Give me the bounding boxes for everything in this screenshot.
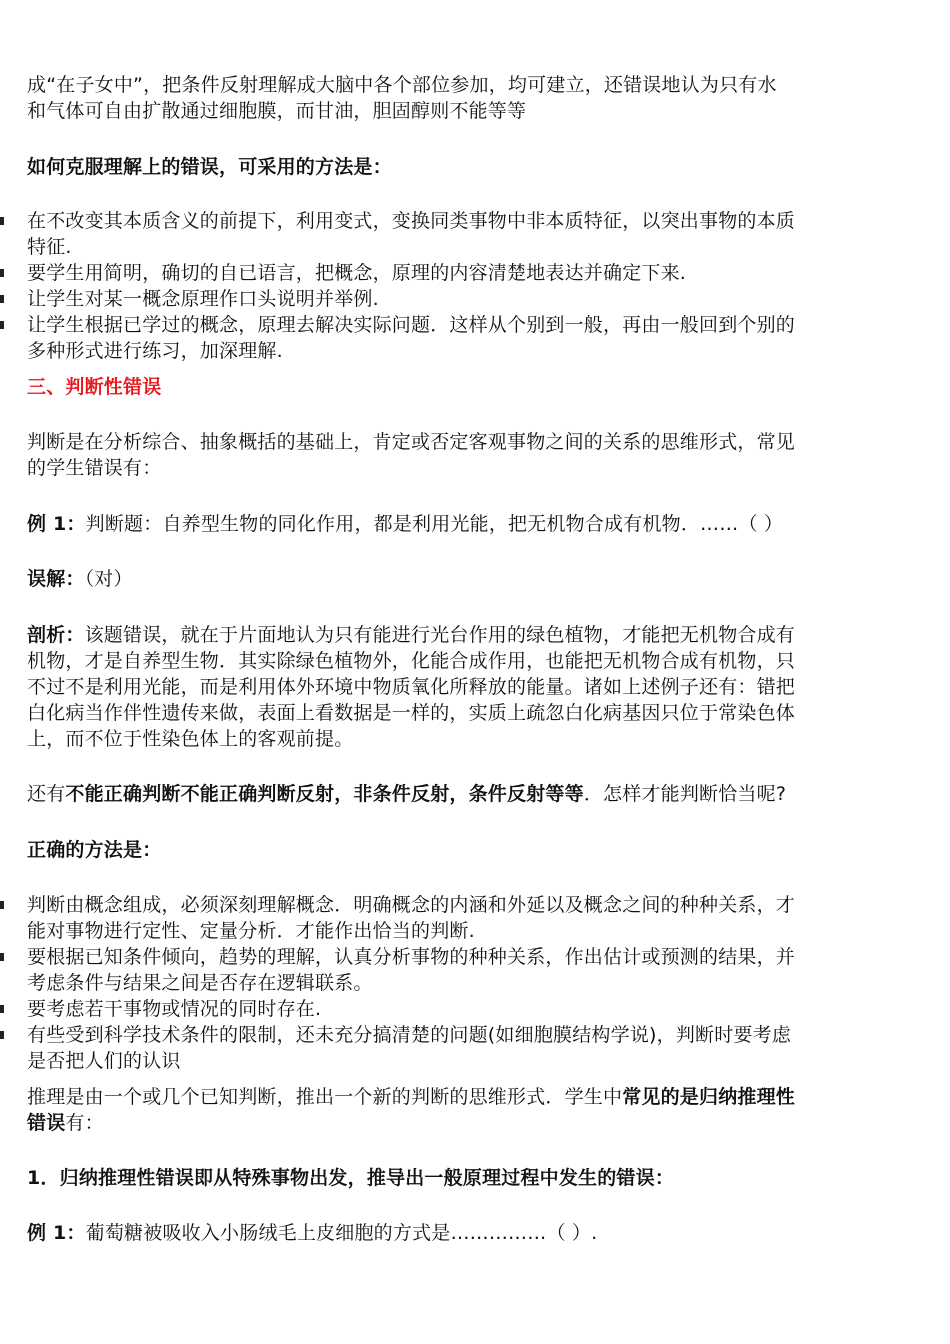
overcome-heading: 如何克服理解上的错误，可采用的方法是：: [27, 156, 392, 178]
analysis-line: 上，而不位于性染色体上的客观前提。: [27, 728, 354, 750]
analysis-text: 该题错误，就在于片面地认为只有能进行光台作用的绿色植物，才能把无机物合成有: [84, 624, 796, 646]
list-item-line: 要根据已知条件倾向，趋势的理解，认真分析事物的种种关系，作出估计或预测的结果，并: [27, 946, 796, 968]
list-item-line: 让学生对某一概念原理作口头说明并举例.: [27, 288, 379, 310]
example-line: [27, 511, 927, 537]
list-bullet: [0, 953, 4, 961]
reasoning-text: 推理是由一个或几个已知判断，推出一个新的判断的思维形式．学生中: [27, 1086, 623, 1108]
list-item-line: 让学生根据已学过的概念，原理去解决实际问题．这样从个别到一般，再由一般回到个别的: [27, 314, 796, 336]
list-item-line: 是否把人们的认识: [27, 1050, 181, 1072]
list-item-line: 考虑条件与结果之间是否存在逻辑联系。: [27, 972, 373, 994]
inductive-heading: 1．归纳推理性错误即从特殊事物出发，推导出一般原理过程中发生的错误：: [27, 1167, 675, 1189]
list-item-line: 多种形式进行练习，加深理解.: [27, 340, 283, 362]
example-label: 例 1：: [27, 513, 86, 535]
wrong-answer-line: [27, 566, 927, 592]
list-item-line: 在不改变其本质含义的前提下，利用变式，变换同类事物中非本质特征，以突出事物的本质: [27, 210, 796, 232]
list-item-line: 能对事物进行定性、定量分析．才能作出恰当的判断.: [27, 920, 475, 942]
example-line: [27, 1220, 927, 1246]
reasoning-emphasis: 错误: [27, 1112, 66, 1134]
wrong-answer-label: 误解：: [27, 568, 85, 590]
also-line: [27, 781, 927, 807]
list-bullet: [0, 295, 4, 303]
list-bullet: [0, 1005, 4, 1013]
list-item-line: 要考虑若干事物或情况的同时存在.: [27, 998, 322, 1020]
list-bullet: [0, 321, 4, 329]
paragraph-line: 的学生错误有：: [27, 457, 162, 479]
list-bullet: [0, 901, 4, 909]
analysis-line: 机物，才是自养型生物．其实除绿色植物外，化能合成作用，也能把无机物合成有机物，只: [27, 650, 796, 672]
example-label: 例 1：: [27, 1222, 86, 1244]
analysis-line: [27, 622, 927, 648]
also-emphasis: 不能正确判断不能正确判断反射，非条件反射，条件反射等等: [65, 783, 584, 805]
list-item-line: 特征.: [27, 236, 72, 258]
correct-heading: 正确的方法是：: [27, 839, 162, 861]
reasoning-line: [27, 1084, 927, 1110]
example-text: 判断题：自养型生物的同化作用，都是利用光能，把无机物合成有机物．……（ ）: [85, 513, 784, 535]
reasoning-line: [27, 1110, 927, 1136]
list-item-line: 有些受到科学技术条件的限制，还未充分搞清楚的问题(如细胞膜结构学说)，判断时要考虑: [27, 1024, 792, 1046]
wrong-answer-text: （对）: [84, 568, 133, 590]
example-text: 葡萄糖被吸收入小肠绒毛上皮细胞的方式是……………（ ）.: [85, 1222, 598, 1244]
list-bullet: [0, 217, 4, 225]
paragraph-line: 成“在子女中”，把条件反射理解成大脑中各个部位参加，均可建立，还错误地认为只有水: [27, 74, 777, 96]
also-prefix: 还有: [27, 783, 66, 805]
analysis-line: 不过不是利用光能，而是利用体外环境中物质氧化所释放的能量。诸如上述例子还有：错把: [27, 676, 796, 698]
reasoning-text: 有：: [65, 1112, 104, 1134]
analysis-label: 剖析：: [27, 624, 85, 646]
reasoning-emphasis: 常见的是归纳推理性: [622, 1086, 796, 1108]
paragraph-line: 判断是在分析综合、抽象概括的基础上，肯定或否定客观事物之间的关系的思维形式，常见: [27, 431, 796, 453]
also-suffix: ．怎样才能判断恰当呢?: [583, 783, 787, 805]
list-bullet: [0, 1031, 4, 1039]
paragraph-line: 和气体可自由扩散通过细胞膜，而甘油，胆固醇则不能等等: [27, 100, 527, 122]
section-title: 三、判断性错误: [27, 376, 162, 398]
list-bullet: [0, 269, 4, 277]
list-item-line: 要学生用简明，确切的自已语言，把概念，原理的内容清楚地表达并确定下来.: [27, 262, 687, 284]
list-item-line: 判断由概念组成，必须深刻理解概念．明确概念的内涵和外延以及概念之间的种种关系，才: [27, 894, 796, 916]
analysis-line: 白化病当作伴性遗传来做，表面上看数据是一样的，实质上疏忽白化病基因只位于常染色体: [27, 702, 796, 724]
